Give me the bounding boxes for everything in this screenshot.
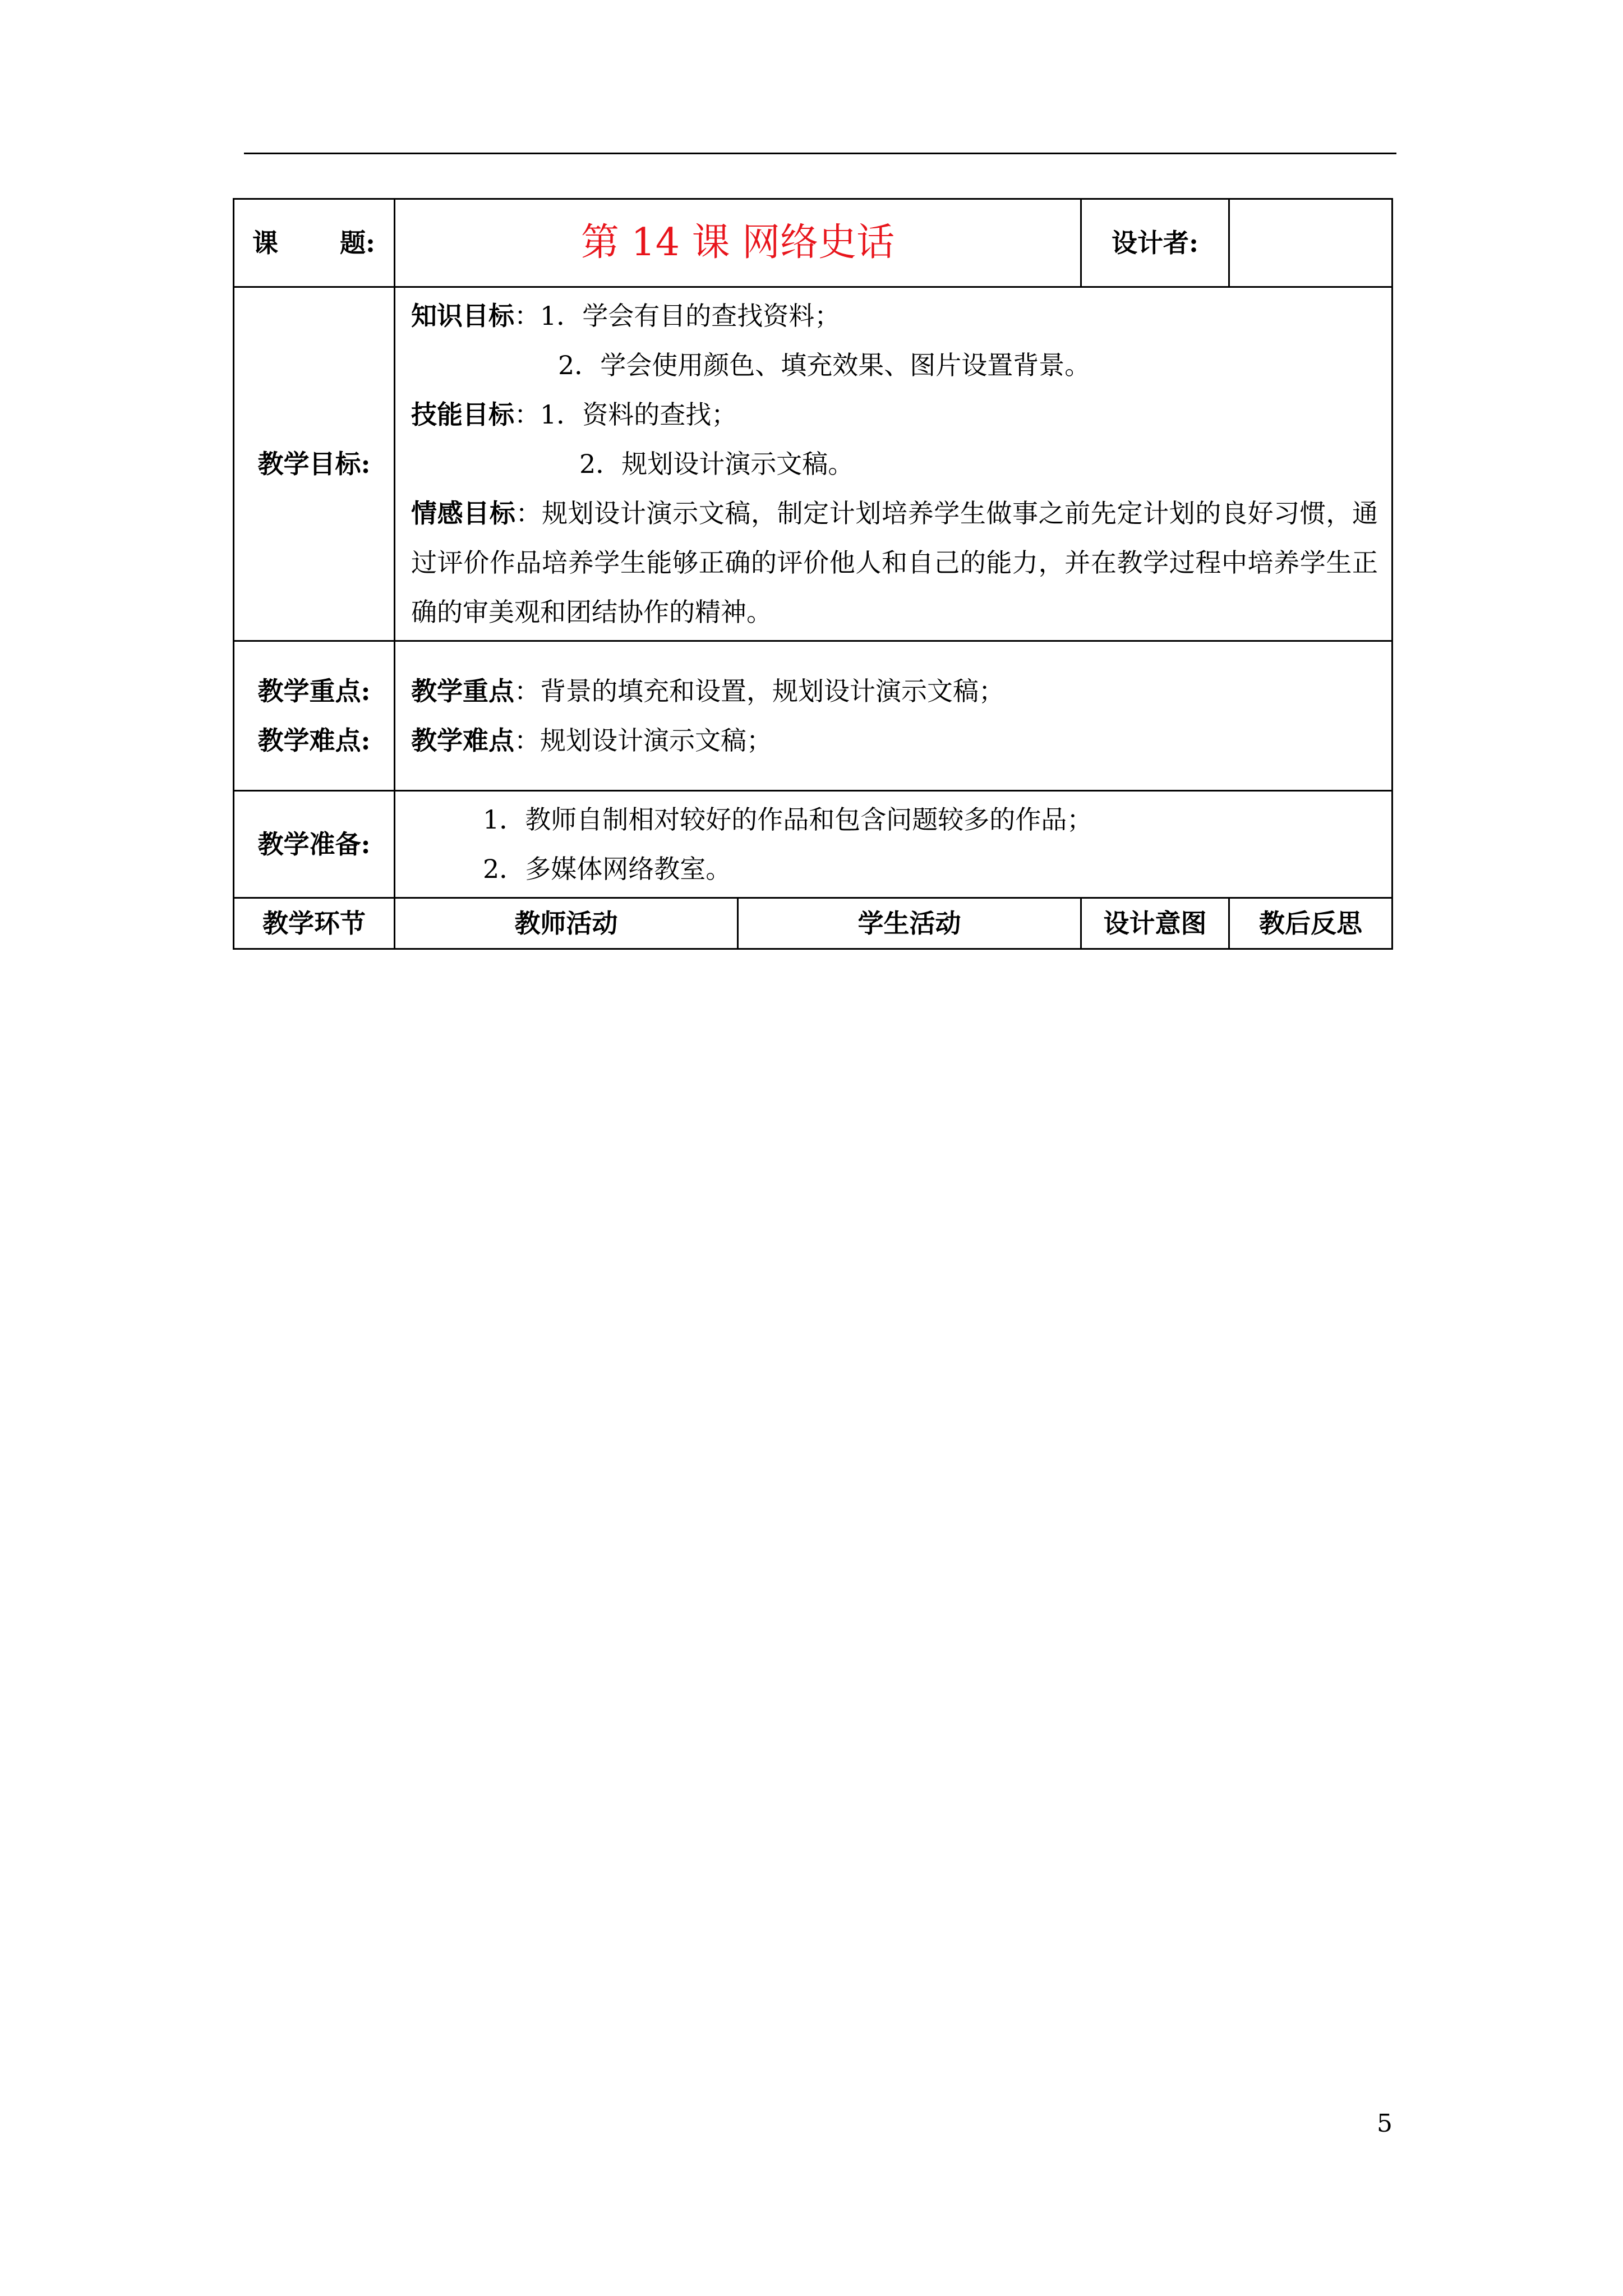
skill-item-2: 2．规划设计演示文稿。 <box>579 449 854 479</box>
lesson-title: 第 14 课 网络史话 <box>395 199 1081 287</box>
designer-value <box>1229 199 1393 287</box>
objectives-label: 教学目标: <box>234 287 395 641</box>
knowledge-line-1 <box>411 291 1378 341</box>
column-header-row <box>234 898 1393 949</box>
prep-item-2: 2．多媒体网络教室。 <box>483 854 732 884</box>
objectives-content <box>395 287 1393 641</box>
topic-row <box>234 199 1393 287</box>
column-header: 学生活动 <box>738 898 1081 949</box>
lesson-plan-table <box>233 198 1393 950</box>
knowledge-item-1: ：1．学会有目的查找资料； <box>514 301 841 331</box>
difficulty-inline-label: 教学难点 <box>411 725 514 756</box>
prep-label: 教学准备: <box>234 791 395 898</box>
column-header: 教学环节 <box>234 898 395 949</box>
skill-item-1: ：1．资料的查找； <box>514 399 737 430</box>
objectives-row <box>234 287 1393 641</box>
emotion-label: 情感目标 <box>411 498 516 528</box>
focus-line <box>411 666 1378 716</box>
emotion-text: ：规划设计演示文稿，制定计划培养学生做事之前先定计划的良好习惯，通过评价作品培养学生能够正确的评价他人和自己的能力，并在教学过程中培养学生正确的审美观和团结协作的精神。 <box>411 498 1378 627</box>
page-number: 5 <box>1377 2109 1393 2138</box>
focus-inline-label: 教学重点 <box>411 676 514 706</box>
focus-content <box>395 641 1393 791</box>
focus-text: ：背景的填充和设置，规划设计演示文稿； <box>514 676 1004 706</box>
designer-label: 设计者: <box>1081 199 1229 287</box>
skill-label: 技能目标 <box>411 399 514 430</box>
difficulty-text: ：规划设计演示文稿； <box>514 725 772 756</box>
prep-content <box>395 791 1393 898</box>
column-header: 设计意图 <box>1081 898 1229 949</box>
prep-item-1: 1．教师自制相对较好的作品和包含问题较多的作品； <box>483 804 1093 835</box>
knowledge-item-2: 2．学会使用颜色、填充效果、图片设置背景。 <box>558 350 1091 380</box>
column-header: 教后反思 <box>1229 898 1393 949</box>
focus-label: 教学重点: <box>257 676 371 706</box>
topic-label: 课 题: <box>234 199 395 287</box>
focus-row <box>234 641 1393 791</box>
difficulty-line <box>411 716 1378 765</box>
column-header: 教师活动 <box>395 898 738 949</box>
focus-labels <box>234 641 395 791</box>
header-rule <box>244 153 1396 154</box>
prep-row <box>234 791 1393 898</box>
knowledge-label: 知识目标 <box>411 301 514 331</box>
skill-line-1 <box>411 390 1378 439</box>
difficulty-label: 教学难点: <box>257 725 371 756</box>
emotion-paragraph <box>411 489 1378 637</box>
